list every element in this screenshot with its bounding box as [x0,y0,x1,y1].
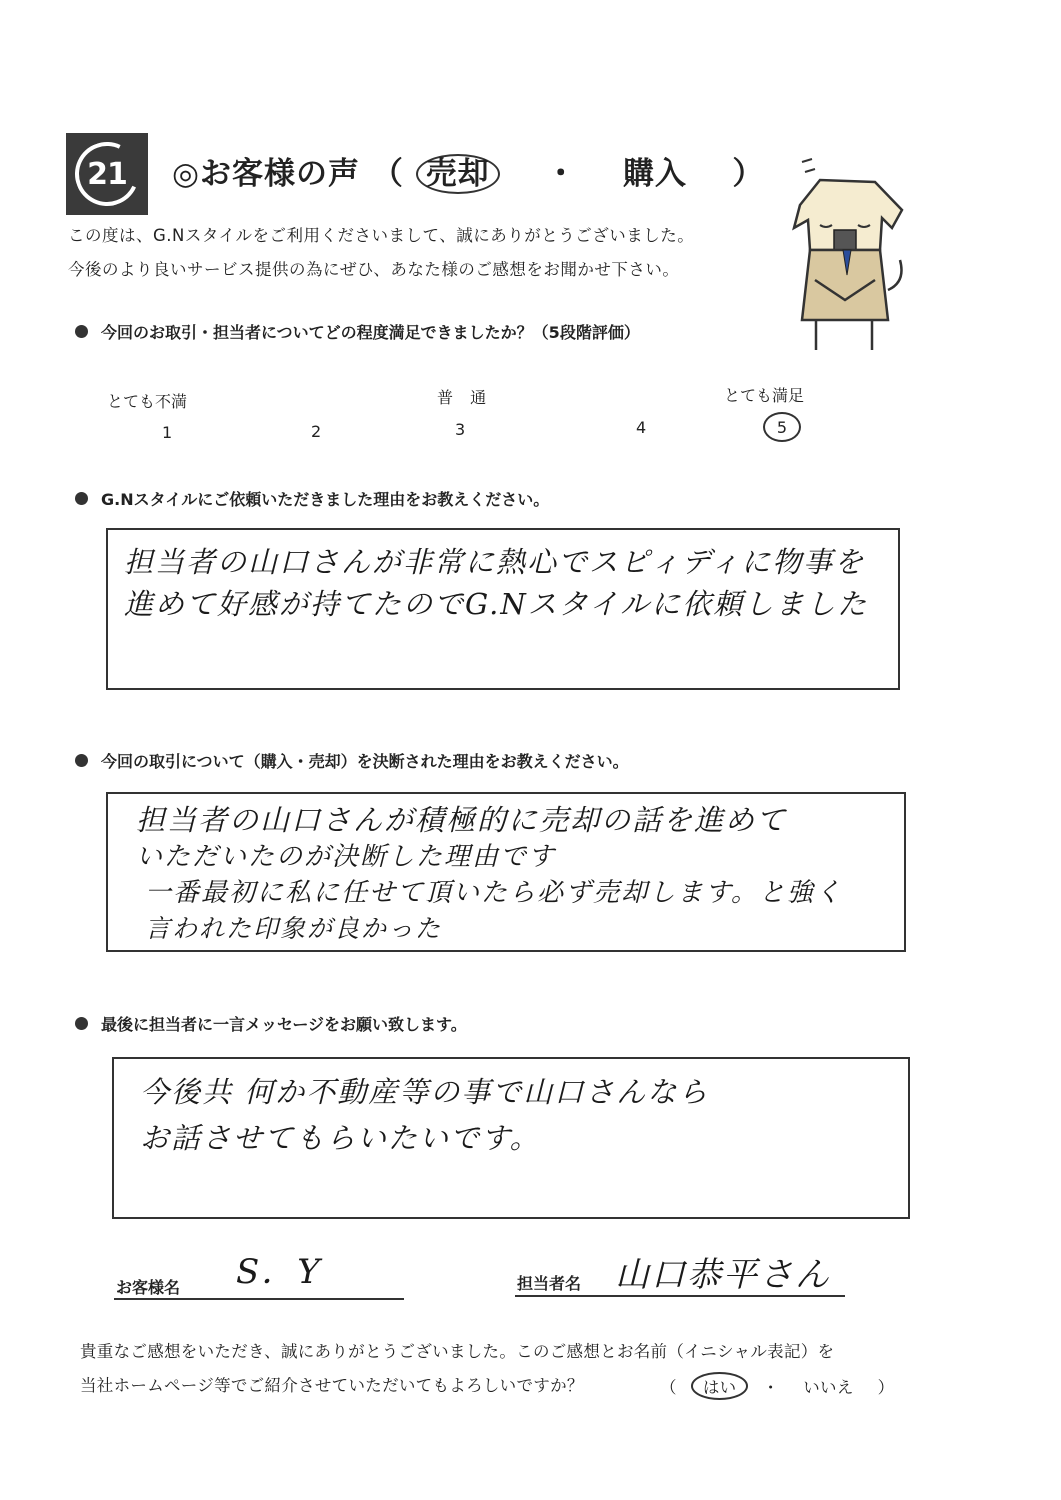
title-separator: ・ [545,156,578,192]
handwritten-answer-line: 一番最初に私に任せて頂いたら必ず売却します。と強く [145,878,843,908]
logo-ring-icon [66,133,148,215]
bullet-icon [75,492,88,505]
handwritten-answer-line: 今後共 何か不動産等の事で山口さんなら [140,1075,710,1109]
scale-label-high: とても満足 [724,386,805,405]
logo-number: 21 [87,156,127,192]
scale-option-4: 4 [636,418,647,437]
scale-option-5-label: 5 [776,417,788,437]
consent-no: いいえ [803,1378,854,1397]
staff-name-label: 担当者名 [517,1274,582,1293]
bullet-icon [75,754,88,767]
question-satisfaction [75,320,640,343]
title-suffix: ） [732,156,765,192]
customer-name-label: お客様名 [116,1278,181,1297]
dog-mascot-illustration [780,150,910,355]
footer-line-2: 当社ホームページ等でご紹介させていただいてもよろしいですか？ [80,1376,584,1395]
staff-name-line [515,1295,845,1297]
question-message [75,1012,467,1035]
question-reason-decision [75,749,629,772]
handwritten-answer-line: いただいたのが決断した理由です [136,842,557,872]
staff-name-value: 山口恭平さん [615,1255,831,1295]
bullet-icon [75,325,88,338]
century21-logo [66,133,148,215]
scale-label-mid: 普 通 [437,388,493,407]
intro-line-2: 今後のより良いサービス提供の為にぜひ、あなた様のご感想をお聞かせ下さい。 [68,260,680,279]
scale-option-3: 3 [455,420,466,439]
question-text: G.Nスタイルにご依頼いただきました理由をお教えください。 [101,490,550,509]
consent-paren-open: （ [660,1378,677,1397]
scale-option-5-selected [763,412,801,442]
consent-yes-circled: はい [691,1372,749,1400]
option-buy: 購入 [622,156,687,192]
handwritten-answer-line: 担当者の山口さんが積極的に売却の話を進めて [136,803,788,837]
handwritten-answer-line: お話させてもらいたいです。 [140,1121,541,1155]
customer-name-line [114,1298,404,1300]
handwritten-answer-line: 進めて好感が持てたのでG.Nスタイルに依頼しました [124,587,869,621]
bullet-icon [75,1017,88,1030]
option-sell-circled: 売却 [416,154,500,194]
consent-options [660,1372,894,1400]
question-text: 今回のお取引・担当者についてどの程度満足できましたか？（5段階評価） [101,323,640,342]
question-text: 今回の取引について（購入・売却）を決断された理由をお教えください。 [101,752,629,771]
handwritten-answer-line: 担当者の山口さんが非常に熱心でスピィディに物事を [124,545,866,579]
scale-label-low: とても不満 [107,392,188,411]
consent-separator: ・ [762,1378,780,1397]
scale-option-1: 1 [162,423,173,442]
handwritten-answer-line: 言われた印象が良かった [145,914,443,943]
consent-paren-close: ） [877,1378,895,1397]
scale-option-2: 2 [311,422,322,441]
title-prefix: ◎お客様の声 （ [172,156,404,192]
intro-line-1: この度は、G.Nスタイルをご利用くださいまして、誠にありがとうございました。 [68,226,695,245]
customer-name-value: S．Y [236,1252,322,1292]
page-title [172,148,764,193]
question-text: 最後に担当者に一言メッセージをお願い致します。 [101,1015,467,1034]
footer-line-1: 貴重なご感想をいただき、誠にありがとうございました。このご感想とお名前（イニシャル表記）を [80,1342,835,1361]
question-reason-request [75,487,549,510]
